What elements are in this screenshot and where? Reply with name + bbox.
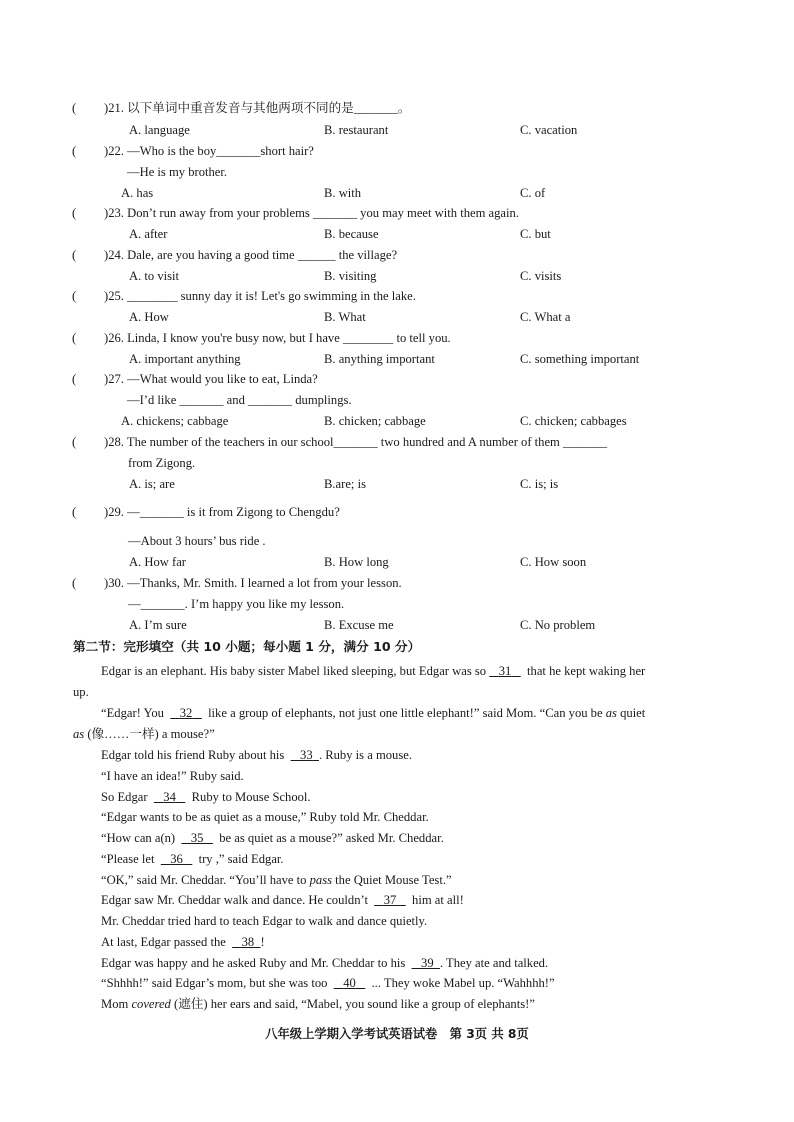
option-c: C. but bbox=[520, 227, 551, 241]
answer-paren: ( bbox=[72, 372, 77, 386]
blank-35: 35 bbox=[190, 831, 204, 845]
option-b: B. restaurant bbox=[324, 123, 389, 137]
answer-paren: ( bbox=[72, 435, 77, 449]
passage-line-2b: as (像……一样) a mouse?” bbox=[73, 727, 215, 741]
passage-line-1b: up. bbox=[73, 685, 89, 699]
option-b: B. Excuse me bbox=[324, 618, 394, 632]
option-c: C. vacation bbox=[520, 123, 578, 137]
blank-40: 40 bbox=[343, 976, 356, 990]
question-22: )22. —Who is the boy_______short hair? bbox=[104, 144, 314, 158]
blank-36: 36 bbox=[170, 852, 183, 866]
question-continuation: from Zigong. bbox=[128, 456, 196, 470]
question-number: 22. bbox=[108, 144, 124, 158]
blank-31: 31 bbox=[498, 664, 512, 678]
question-number: 27. bbox=[108, 372, 124, 386]
passage-line-11: Mr. Cheddar tried hard to teach Edgar to walk and dance quietly. bbox=[101, 914, 428, 928]
option-b: B. visiting bbox=[324, 269, 377, 283]
passage-line-5: So Edgar 34 Ruby to Mouse School. bbox=[101, 790, 311, 804]
question-number: 30. bbox=[108, 576, 124, 590]
question-stem: —Who is the boy_______short hair? bbox=[127, 144, 314, 158]
option-c: C. No problem bbox=[520, 618, 596, 632]
blank-39: 39 bbox=[421, 956, 434, 970]
answer-paren: ( bbox=[72, 576, 77, 590]
option-c: C. is; is bbox=[520, 477, 559, 491]
option-a: A. chickens; cabbage bbox=[121, 414, 229, 428]
answer-paren: ( bbox=[72, 248, 77, 262]
option-b: B. with bbox=[324, 186, 362, 200]
passage-line-7: “How can a(n) 35 be as quiet as a mouse?” asked Mr. Cheddar. bbox=[101, 831, 444, 845]
option-a: A. has bbox=[121, 186, 154, 200]
option-b: B.are; is bbox=[324, 477, 366, 491]
question-stem: The number of the teachers in our school_______ two hundred and A number of them _______ bbox=[126, 435, 608, 449]
question-continuation: —_______. I’m happy you like my lesson. bbox=[128, 597, 345, 611]
question-continuation: —About 3 hours’ bus ride . bbox=[128, 534, 266, 548]
answer-paren: ( bbox=[72, 289, 77, 303]
passage-line-10: Edgar saw Mr. Cheddar walk and dance. He couldn’t 37 him at all! bbox=[101, 893, 464, 907]
question-30: )30. —Thanks, Mr. Smith. I learned a lot from your lesson. bbox=[104, 576, 402, 590]
question-stem: Linda, I know you're busy now, but I have ________ to tell you. bbox=[127, 331, 451, 345]
option-a: A. How far bbox=[129, 555, 187, 569]
option-c: C. What a bbox=[520, 310, 571, 324]
question-number: 28. bbox=[108, 435, 124, 449]
question-continuation: —I’d like _______ and _______ dumplings. bbox=[127, 393, 352, 407]
answer-paren: ( bbox=[72, 101, 77, 115]
question-26: )26. Linda, I know you're busy now, but I have ________ to tell you. bbox=[104, 331, 451, 345]
blank-32: 32 bbox=[179, 706, 193, 720]
passage-line-1: Edgar is an elephant. His baby sister Mabel liked sleeping, but Edgar was so 31 that he kept waking her bbox=[101, 664, 646, 678]
option-b: B. chicken; cabbage bbox=[324, 414, 426, 428]
option-b: B. How long bbox=[324, 555, 389, 569]
passage-line-2: “Edgar! You 32 like a group of elephants, not just one little elephant!” said Mom. “Can you be as quiet bbox=[101, 706, 646, 720]
option-a: A. language bbox=[129, 123, 190, 137]
question-number: 25. bbox=[108, 289, 124, 303]
question-21: )21. 以下单词中重音发音与其他两项不同的是_______。 bbox=[104, 101, 411, 115]
option-a: A. is; are bbox=[129, 477, 175, 491]
question-continuation: —He is my brother. bbox=[127, 165, 228, 179]
option-a: A. I’m sure bbox=[129, 618, 187, 632]
blank-38: 38 bbox=[241, 935, 255, 949]
option-c: C. chicken; cabbages bbox=[520, 414, 627, 428]
question-number: 29. bbox=[108, 505, 124, 519]
passage-line-9: “OK,” said Mr. Cheddar. “You’ll have to pass the Quiet Mouse Test.” bbox=[101, 873, 452, 887]
answer-paren: ( bbox=[72, 144, 77, 158]
passage-line-4: “I have an idea!” Ruby said. bbox=[101, 769, 244, 783]
question-25: )25. ________ sunny day it is! Let's go swimming in the lake. bbox=[104, 289, 416, 303]
passage-line-8: “Please let 36 try ,” said Edgar. bbox=[101, 852, 284, 866]
option-b: B. anything important bbox=[324, 352, 435, 366]
question-stem: 以下单词中重音发音与其他两项不同的是_______。 bbox=[127, 101, 411, 115]
option-a: A. after bbox=[129, 227, 168, 241]
blank-33: 33 bbox=[300, 748, 313, 762]
passage-line-6: “Edgar wants to be as quiet as a mouse,” Ruby told Mr. Cheddar. bbox=[101, 810, 429, 824]
question-28: )28. The number of the teachers in our school_______ two hundred and A number of them _______ bbox=[104, 435, 608, 449]
option-b: B. What bbox=[324, 310, 366, 324]
passage-line-14: “Shhhh!” said Edgar’s mom, but she was too 40 ... They woke Mabel up. “Wahhhh!” bbox=[101, 976, 555, 990]
option-c: C. something important bbox=[520, 352, 640, 366]
question-number: 23. bbox=[108, 206, 124, 220]
option-b: B. because bbox=[324, 227, 379, 241]
question-stem: ________ sunny day it is! Let's go swimming in the lake. bbox=[127, 289, 416, 303]
blank-34: 34 bbox=[163, 790, 176, 804]
section-2-title: 第二节：完形填空（共 10 小题；每小题 1 分，满分 10 分） bbox=[73, 639, 421, 654]
passage-line-12: At last, Edgar passed the 38 ! bbox=[101, 935, 265, 949]
page-footer: 八年级上学期入学考试英语试卷 第 3页 共 8页 bbox=[265, 1027, 529, 1041]
option-c: C. How soon bbox=[520, 555, 587, 569]
passage-line-13: Edgar was happy and he asked Ruby and Mr. Cheddar to his 39 . They ate and talked. bbox=[101, 956, 549, 970]
question-stem: —_______ is it from Zigong to Chengdu? bbox=[127, 505, 340, 519]
passage-line-3: Edgar told his friend Ruby about his 33 . Ruby is a mouse. bbox=[101, 748, 412, 762]
option-c: C. visits bbox=[520, 269, 562, 283]
blank-37: 37 bbox=[383, 893, 397, 907]
question-23: )23. Don’t run away from your problems _______ you may meet with them again. bbox=[104, 206, 519, 220]
question-number: 26. bbox=[108, 331, 124, 345]
option-a: A. important anything bbox=[129, 352, 241, 366]
option-a: A. to visit bbox=[129, 269, 180, 283]
answer-paren: ( bbox=[72, 505, 77, 519]
passage-line-15: Mom covered (遮住) her ears and said, “Mabel, you sound like a group of elephants!” bbox=[101, 997, 535, 1011]
question-number: 24. bbox=[108, 248, 124, 262]
question-number: 21. bbox=[108, 101, 124, 115]
question-stem: Dale, are you having a good time ______ the village? bbox=[127, 248, 398, 262]
option-c: C. of bbox=[520, 186, 546, 200]
question-stem: —Thanks, Mr. Smith. I learned a lot from your lesson. bbox=[127, 576, 402, 590]
question-stem: Don’t run away from your problems _______ you may meet with them again. bbox=[127, 206, 519, 220]
question-29: )29. —_______ is it from Zigong to Chengdu? bbox=[104, 505, 340, 519]
option-a: A. How bbox=[129, 310, 169, 324]
question-24: )24. Dale, are you having a good time ______ the village? bbox=[104, 248, 398, 262]
question-stem: —What would you like to eat, Linda? bbox=[127, 372, 318, 386]
answer-paren: ( bbox=[72, 206, 77, 220]
question-27: )27. —What would you like to eat, Linda? bbox=[104, 372, 318, 386]
answer-paren: ( bbox=[72, 331, 77, 345]
